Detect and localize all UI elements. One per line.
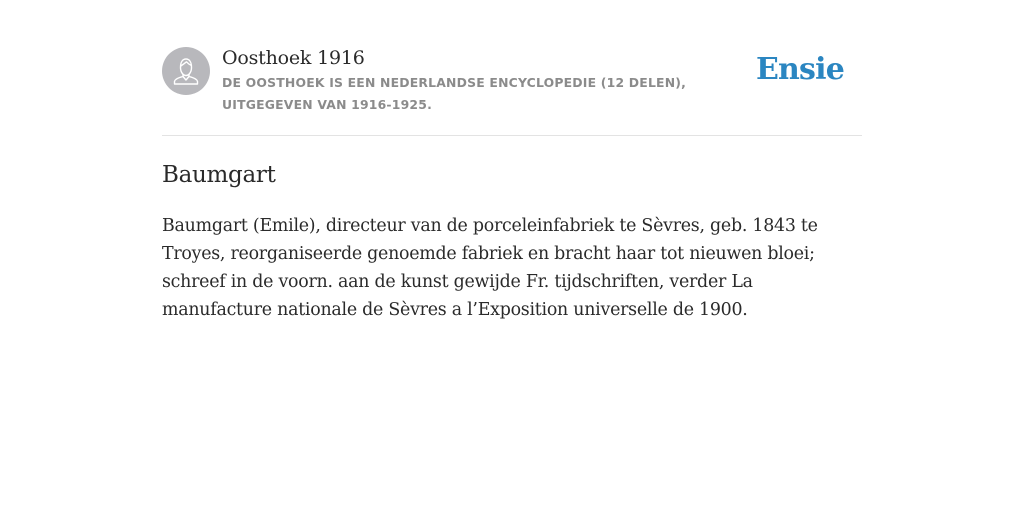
source-header [162, 44, 862, 136]
user-icon [162, 47, 210, 95]
source-description: DE OOSTHOEK IS EEN NEDERLANDSE ENCYCLOPEDIE (12 DELEN), UITGEGEVEN VAN 1916-1925. [222, 75, 687, 112]
source-info [222, 44, 762, 116]
ensie-logo[interactable]: Ensie [755, 52, 844, 87]
entry-title: Baumgart [162, 162, 276, 188]
entry-card [162, 44, 862, 324]
avatar[interactable] [162, 47, 210, 95]
entry-body: Baumgart (Emile), directeur van de porceleinfabriek te Sèvres, geb. 1843 te Troyes, reorganiseerde genoemde fabriek en bracht haar tot nieuwen bloei; schreef in de voorn. aan de kunst gewijde Fr. tijdschriften, verder La manufacture nationale de Sèvres a l’Exposition universelle de 1900. [162, 216, 818, 320]
source-title[interactable]: Oosthoek 1916 [222, 47, 365, 69]
